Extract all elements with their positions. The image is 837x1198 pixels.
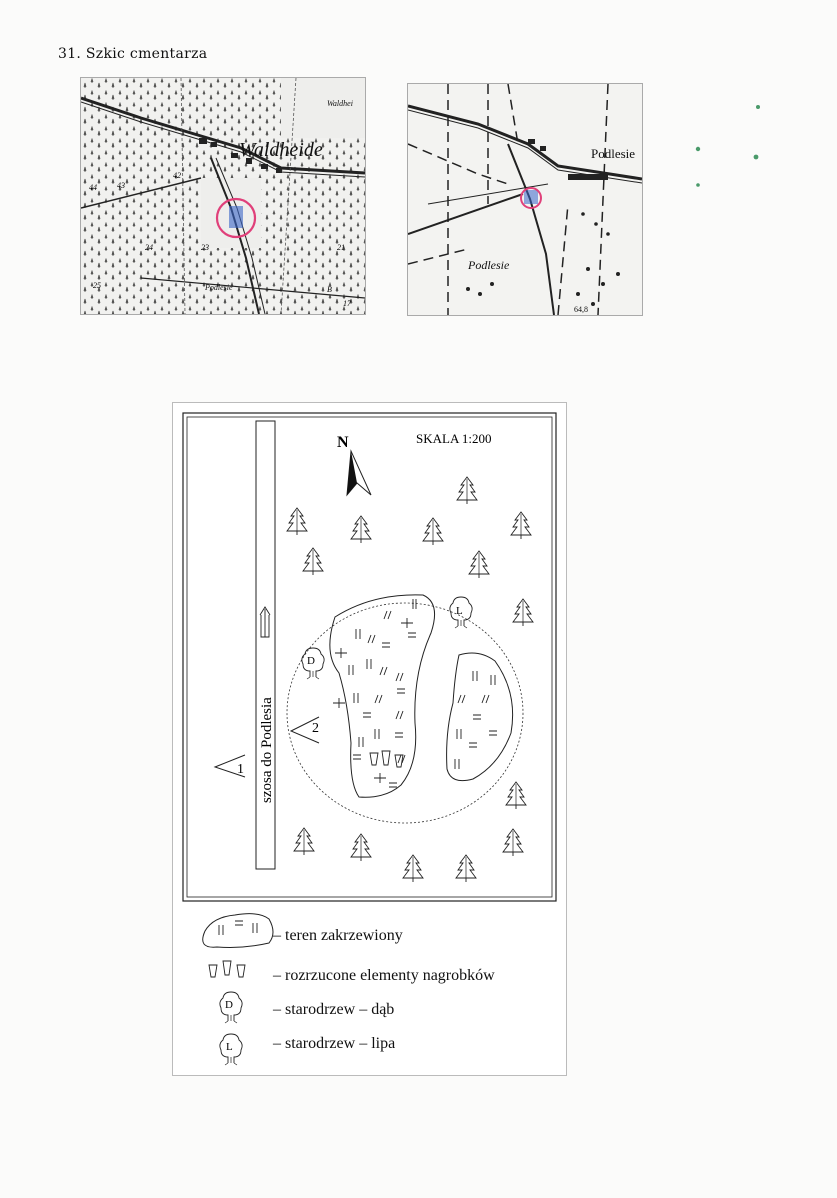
map-left-number: 42 — [173, 171, 181, 180]
legend-oak-letter: D — [225, 999, 233, 1011]
legend-thicket-symbol — [203, 914, 273, 948]
page-title: 31. Szkic cmentarza — [58, 46, 208, 62]
topographic-map-left — [80, 77, 366, 315]
legend-oak-text: – starodrzew – dąb — [273, 1001, 395, 1018]
oak-tree-label: D — [307, 655, 315, 667]
map-left-number: 23 — [201, 243, 209, 252]
map-left-number: 17 — [343, 299, 351, 308]
map-right-place-label: Podlesie — [591, 146, 636, 161]
road-label: szosa do Podlesia — [259, 697, 275, 803]
map-right-drawing — [408, 84, 642, 315]
scale-label: SKALA 1:200 — [416, 431, 492, 446]
page-stain-marks — [690, 95, 770, 205]
legend-thicket-text: – teren zakrzewiony — [273, 927, 403, 944]
map-left-place-label: Waldheide — [239, 139, 323, 161]
topographic-map-right — [407, 83, 643, 316]
map-left-number: B — [327, 285, 332, 294]
map-right-elevation: 64,8 — [574, 305, 588, 314]
map-left-number: 24 — [145, 243, 153, 252]
legend-tombstones-symbol — [209, 961, 245, 977]
map-left-place-label-small: Waldhei — [327, 99, 353, 108]
viewpoint-1-label: 1 — [237, 762, 244, 777]
legend-linden-text: – starodrzew – lipa — [273, 1035, 396, 1052]
map-left-number: 43 — [117, 181, 125, 190]
map-left-number: 44 — [89, 183, 97, 192]
legend-linden-letter: L — [226, 1041, 233, 1053]
map-left-drawing — [81, 78, 365, 314]
map-left-place-label-bottom: Podlesie — [205, 283, 233, 292]
map-left-number: 21 — [337, 243, 345, 252]
viewpoint-2-label: 2 — [312, 721, 319, 736]
legend-tombstones-text: – rozrzucone elementy nagrobków — [273, 967, 495, 984]
north-label: N — [337, 434, 349, 451]
map-right-place-label-bottom: Podlesie — [468, 258, 510, 272]
map-left-number: 25 — [93, 281, 101, 290]
cemetery-sketch — [172, 402, 567, 1076]
linden-tree-label: L — [456, 605, 463, 617]
